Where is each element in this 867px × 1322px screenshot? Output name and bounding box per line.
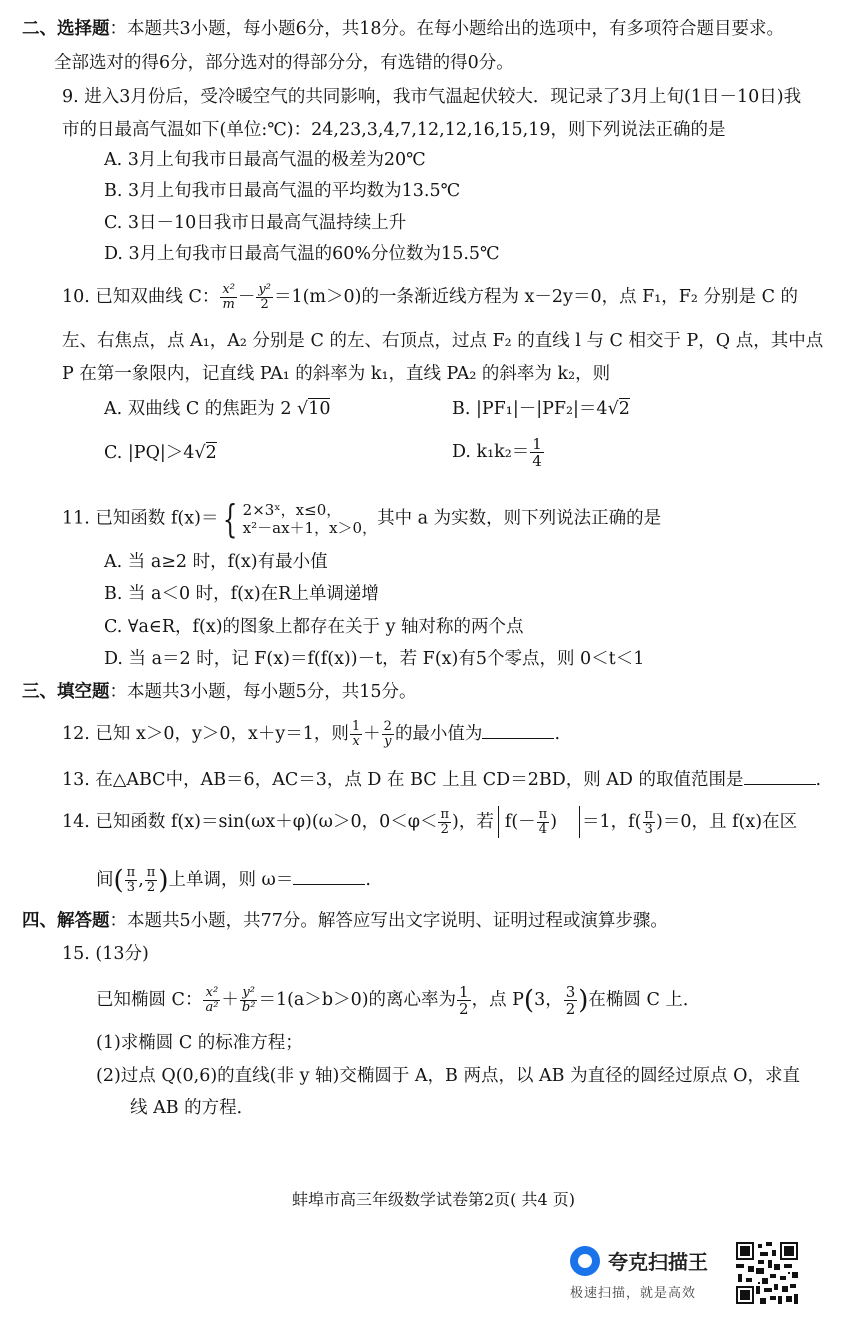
q9-option-b: B. 3月上旬我市日最高气温的平均数为13.5℃ xyxy=(104,181,461,201)
q14-pi-e: π xyxy=(146,865,156,880)
section-2-desc: ：本题共3小题，每小题6分，共18分。在每小题给出的选项中，有多项符合题目要求。 xyxy=(109,19,785,39)
q15-f2-den: b² xyxy=(241,1000,256,1015)
q10-line-2: 左、右焦点，点 A₁，A₂ 分别是 C 的左、右顶点，过点 F₂ 的直线 l 与 C 相交于 P，Q 点，其中点 xyxy=(62,331,824,351)
q10-frac1-num: x² xyxy=(222,282,235,297)
q10-d-num: 1 xyxy=(532,435,542,453)
q12-frac1-num: 1 xyxy=(351,719,361,734)
q14-den-3: 3 xyxy=(644,822,653,837)
q15-stem: 已知椭圆 C： $\frac{\text{x²}}{\text{a²}}$ ＋ $\frac{\text{y²}}{\text{b²}}$ ＝1(a＞b＞0)的离心率为 $\frac{1}{2}$ ，点 P(3， $\frac{3}{2}$ )在椭圆 C 上． xyxy=(96,983,701,1018)
q12-line xyxy=(62,720,560,749)
q10-c-text: C. |PQ|＞4 xyxy=(104,443,195,463)
q14-int-frac-pi-3 xyxy=(125,866,138,895)
scanner-logo-icon xyxy=(570,1246,600,1276)
q10-frac1-den: m xyxy=(222,297,235,312)
q15-stem-4: 在椭圆 C 上． xyxy=(588,990,701,1010)
q14-int-den-3: 3 xyxy=(126,880,136,895)
q14-int-frac-pi-2 xyxy=(145,866,158,895)
q10-stem-1: 10. 已知双曲线 C： xyxy=(62,287,220,307)
q12-frac2-den: y xyxy=(384,734,392,749)
q14-rparen: ) xyxy=(158,865,169,896)
q14-interval-prefix: 间 xyxy=(96,870,114,890)
q15-point-x: 3， xyxy=(534,990,563,1010)
q14-frac-pi-4 xyxy=(537,808,550,837)
section-2-desc-2: 全部选对的得6分，部分选对的得部分分，有选错的得0分。 xyxy=(54,53,514,73)
q14-stem-3: f(－ xyxy=(504,812,536,832)
q10-line-1: 10. 已知双曲线 C： $\frac{\text{x²}}{m}$ － $\frac{\text{y²}}{2}$ ＝1(m＞0)的一条渐近线方程为 x－2y＝0，点 F₁，F₂ 分别是 C 的 xyxy=(62,282,799,312)
q15-ecc-frac xyxy=(457,984,471,1017)
q11-brace: { xyxy=(223,497,238,541)
q9-line-1: 9. 进入3月份后，受冷暖空气的共同影响，我市气温起伏较大．现记录了3月上旬(1日－10日)我 xyxy=(62,87,802,107)
q13-line xyxy=(62,766,821,793)
q14-stem-4: ) xyxy=(550,812,558,832)
q9-option-c: C. 3日－10日我市日最高气温持续上升 xyxy=(104,213,407,233)
q12-plus: ＋ xyxy=(363,724,381,744)
q11-piecewise xyxy=(243,501,377,537)
q14-stem-5: ＝1，f( xyxy=(582,812,642,832)
q11-stem-2: 其中 a 为实数，则下列说法正确的是 xyxy=(377,508,662,529)
q13-answer-blank[interactable] xyxy=(744,766,816,785)
q13-stem: 13. 在△ABC中，AB＝6，AC＝3，点 D 在 BC 上且 CD＝2BD，则 AD 的取值范围是 xyxy=(62,770,744,790)
q12-frac-2 xyxy=(382,720,394,749)
q10-frac2-num: y² xyxy=(258,282,271,297)
q15-point-den: 2 xyxy=(565,1000,576,1018)
q14-int-den-2: 2 xyxy=(146,880,156,895)
q11-stem-1: 11. 已知函数 f(x)＝ xyxy=(62,508,219,529)
q14-pi-b: π xyxy=(538,807,548,822)
q10-d-frac xyxy=(530,436,544,469)
q10-line-3: P 在第一象限内，记直线 PA₁ 的斜率为 k₁，直线 PA₂ 的斜率为 k₂，则 xyxy=(62,364,611,384)
q15-ecc-num: 1 xyxy=(459,983,469,1001)
q11-case-1: 2×3ˣ，x≤0， xyxy=(242,501,342,519)
q14-stem-2: )，若 xyxy=(452,812,494,832)
scanner-logo xyxy=(568,1244,726,1308)
q12-frac-1 xyxy=(350,720,362,749)
q10-option-d xyxy=(452,436,545,469)
q10-d-text: D. k₁k₂＝ xyxy=(452,442,530,462)
scanner-logo-title: 夸克扫描王 xyxy=(608,1250,708,1274)
q10-b-radicand: 2 xyxy=(618,399,630,419)
section-2-title: 二、选择题 xyxy=(22,19,110,39)
q10-c-radicand: 2 xyxy=(205,443,217,463)
q14-pi-a: π xyxy=(440,807,450,822)
section-3-header xyxy=(22,679,417,705)
q15-f2-num: y² xyxy=(240,986,258,1001)
q14-line-1 xyxy=(62,808,797,837)
q11-line-1 xyxy=(62,497,662,541)
qr-code-icon xyxy=(734,1240,800,1306)
q9-option-a: A. 3月上旬我市日最高气温的极差为20℃ xyxy=(104,150,426,170)
q10-frac-y2-2 xyxy=(256,283,273,312)
q10-a-text: A. 双曲线 C 的焦距为 2 xyxy=(104,399,292,419)
section-3-desc: ：本题共3小题，每小题5分，共15分。 xyxy=(109,682,417,702)
q12-frac2-num: 2 xyxy=(383,719,392,734)
q14-line-2: 间( $\frac{\pi}{3}$ , $\frac{\pi}{2}$ )上单调，则 ω＝ . xyxy=(96,865,371,896)
q14-frac-pi-2 xyxy=(438,808,451,837)
q10-frac2-den: 2 xyxy=(260,297,269,312)
q15-point-num: 3 xyxy=(565,983,576,1001)
q15-sub-2-line-2: 线 AB 的方程． xyxy=(130,1098,255,1118)
q14-stem-7: 上单调，则 ω＝ xyxy=(168,870,294,890)
q15-stem-1: 已知椭圆 C： xyxy=(96,990,203,1010)
q10-b-text: B. |PF₁|－|PF₂|＝4 xyxy=(452,399,608,419)
q15-point-frac xyxy=(564,984,578,1017)
section-2-header xyxy=(22,16,784,42)
q11-case-2: x²－ax＋1，x＞0， xyxy=(242,519,378,537)
q14-answer-blank[interactable] xyxy=(293,866,365,885)
q14-den-4: 4 xyxy=(538,822,548,837)
q11-option-c: C. ∀a∈R，f(x)的图象上都存在关于 y 轴对称的两个点 xyxy=(104,617,524,637)
section-4-header xyxy=(22,908,668,934)
q15-stem-3: ，点 P xyxy=(471,990,524,1010)
page-footer: 蚌埠市高三年级数学试卷第2页( 共4 页) xyxy=(291,1190,576,1209)
q10-stem-2: ＝1(m＞0)的一条渐近线方程为 x－2y＝0，点 F₁，F₂ 分别是 C 的 xyxy=(273,287,799,307)
q15-frac-y2-b2 xyxy=(240,986,258,1015)
q12-stem-1: 12. 已知 x＞0，y＞0，x＋y＝1，则 xyxy=(62,724,349,744)
q12-end: . xyxy=(554,724,561,744)
q12-frac1-den: x xyxy=(352,734,360,749)
q15-stem-2: ＝1(a＞b＞0)的离心率为 xyxy=(258,990,457,1010)
q11-option-b: B. 当 a＜0 时，f(x)在R上单调递增 xyxy=(104,584,379,604)
q11-option-d: D. 当 a＝2 时，记 F(x)＝f(f(x))－t，若 F(x)有5个零点，则 0＜t＜1 xyxy=(104,649,645,669)
q12-answer-blank[interactable] xyxy=(482,720,554,739)
q10-d-den: 4 xyxy=(532,452,542,470)
section-4-title: 四、解答题 xyxy=(22,911,110,931)
q15-f1-num: x² xyxy=(203,986,220,1001)
q10-a-radicand: 10 xyxy=(308,399,331,419)
q14-pi-d: π xyxy=(126,865,136,880)
q15-rparen: ) xyxy=(578,985,589,1016)
q15-sub-2-line-1: (2)过点 Q(0,6)的直线(非 y 轴)交椭圆于 A，B 两点，以 AB 为直径的圆经过原点 O，求直 xyxy=(96,1066,801,1086)
q12-stem-2: 的最小值为 xyxy=(394,724,483,744)
q14-abs-bar xyxy=(579,806,580,838)
q10-option-b: B. |PF₁|－|PF₂|＝4√2 xyxy=(452,399,630,419)
q13-end: . xyxy=(815,770,822,790)
q15-sub-1: (1)求椭圆 C 的标准方程； xyxy=(96,1033,303,1053)
section-4-desc: ：本题共5小题，共77分。解答应写出文字说明、证明过程或演算步骤。 xyxy=(109,911,668,931)
q9-line-2: 市的日最高气温如下(单位:℃)：24,23,3,4,7,12,12,16,15,19，则下列说法正确的是 xyxy=(62,120,726,140)
q14-abs-expr xyxy=(498,806,563,838)
q14-stem-6: )＝0，且 f(x)在区 xyxy=(656,812,798,832)
q15-ecc-den: 2 xyxy=(459,1000,469,1018)
q14-lparen: ( xyxy=(113,865,124,896)
q14-den-2: 2 xyxy=(440,822,449,837)
section-3-title: 三、填空题 xyxy=(22,682,110,702)
q9-option-d: D. 3月上旬我市日最高气温的60%分位数为15.5℃ xyxy=(104,244,500,264)
q10-frac-x2-m xyxy=(220,283,237,312)
q10-option-a: A. 双曲线 C 的焦距为 2 √10 xyxy=(104,399,331,419)
q14-stem-1: 14. 已知函数 f(x)＝sin(ωx＋φ)(ω＞0，0＜φ＜ xyxy=(62,812,438,832)
q15-f1-den: a² xyxy=(205,1000,219,1015)
q15-frac-x2-a2 xyxy=(203,986,220,1015)
q15-head: 15. (13分) xyxy=(62,944,149,964)
q11-option-a: A. 当 a≥2 时，f(x)有最小值 xyxy=(104,552,328,572)
scanner-logo-subtitle: 极速扫描，就是高效 xyxy=(570,1286,697,1301)
q15-lparen: ( xyxy=(523,985,535,1016)
q14-end: . xyxy=(365,870,371,890)
q14-pi-c: π xyxy=(644,807,654,822)
q14-frac-pi-3 xyxy=(643,808,656,837)
q10-option-c: C. |PQ|＞4√2 xyxy=(104,443,217,463)
